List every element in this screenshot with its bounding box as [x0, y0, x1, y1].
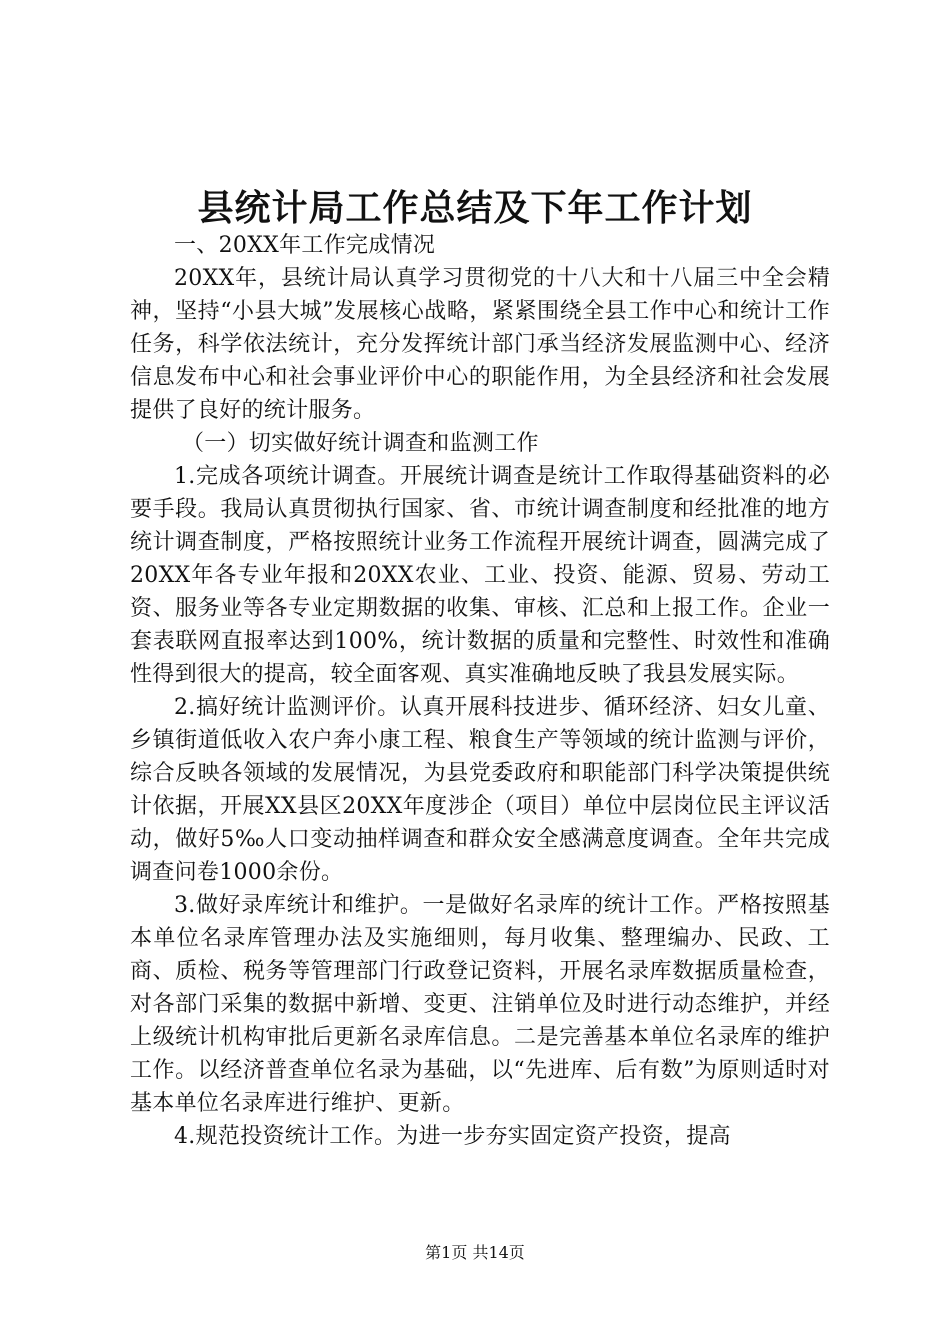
- page-footer: 第1页 共14页: [425, 1243, 525, 1262]
- document-body: [130, 229, 830, 1153]
- body-paragraph: 1.完成各项统计调查。开展统计调查是统计工作取得基础资料的必要手段。我局认真贯彻执行国家、省、市统计调查制度和经批准的地方统计调查制度，严格按照统计业务工作流程开展统计调查，圆满完成了20XX年各专业年报和20XX农业、工业、投资、能源、贸易、劳动工资、服务业等各专业定期数据的收集、审核、汇总和上报工作。企业一套表联网直报率达到100%，统计数据的质量和完整性、时效性和准确性得到很大的提高，较全面客观、真实准确地反映了我县发展实际。: [130, 464, 830, 687]
- body-paragraph: 20XX年，县统计局认真学习贯彻党的十八大和十八届三中全会精神，坚持“小县大城”发展核心战略，紧紧围绕全县工作中心和统计工作任务，科学依法统计，充分发挥统计部门承当经济发展监测中心、经济信息发布中心和社会事业评价中心的职能作用，为全县经济和社会发展提供了良好的统计服务。: [130, 266, 830, 423]
- body-paragraph: 3.做好录库统计和维护。一是做好名录库的统计工作。严格按照基本单位名录库管理办法及实施细则，每月收集、整理编办、民政、工商、质检、税务等管理部门行政登记资料，开展名录库数据质量检查，对各部门采集的数据中新增、变更、注销单位及时进行动态维护，并经上级统计机构审批后更新名录库信息。二是完善基本单位名录库的维护工作。以经济普查单位名录为基础，以“先进库、后有数”为原则适时对基本单位名录库进行维护、更新。: [130, 893, 830, 1116]
- body-paragraph: 2.搞好统计监测评价。认真开展科技进步、循环经济、妇女儿童、乡镇街道低收入农户奔小康工程、粮食生产等领域的统计监测与评价，综合反映各领域的发展情况，为县党委政府和职能部门科学决策提供统计依据，开展XX县区20XX年度涉企（项目）单位中层岗位民主评议活动，做好5‰人口变动抽样调查和群众安全感满意度调查。全年共完成调查问卷1000余份。: [130, 695, 830, 885]
- document-title: 县统计局工作总结及下年工作计划: [197, 187, 753, 229]
- subsection-heading: （一）切实做好统计调查和监测工作: [182, 431, 539, 456]
- body-paragraph: 4.规范投资统计工作。为进一步夯实固定资产投资，提高: [174, 1124, 731, 1149]
- section-heading: 一、20XX年工作完成情况: [174, 233, 436, 258]
